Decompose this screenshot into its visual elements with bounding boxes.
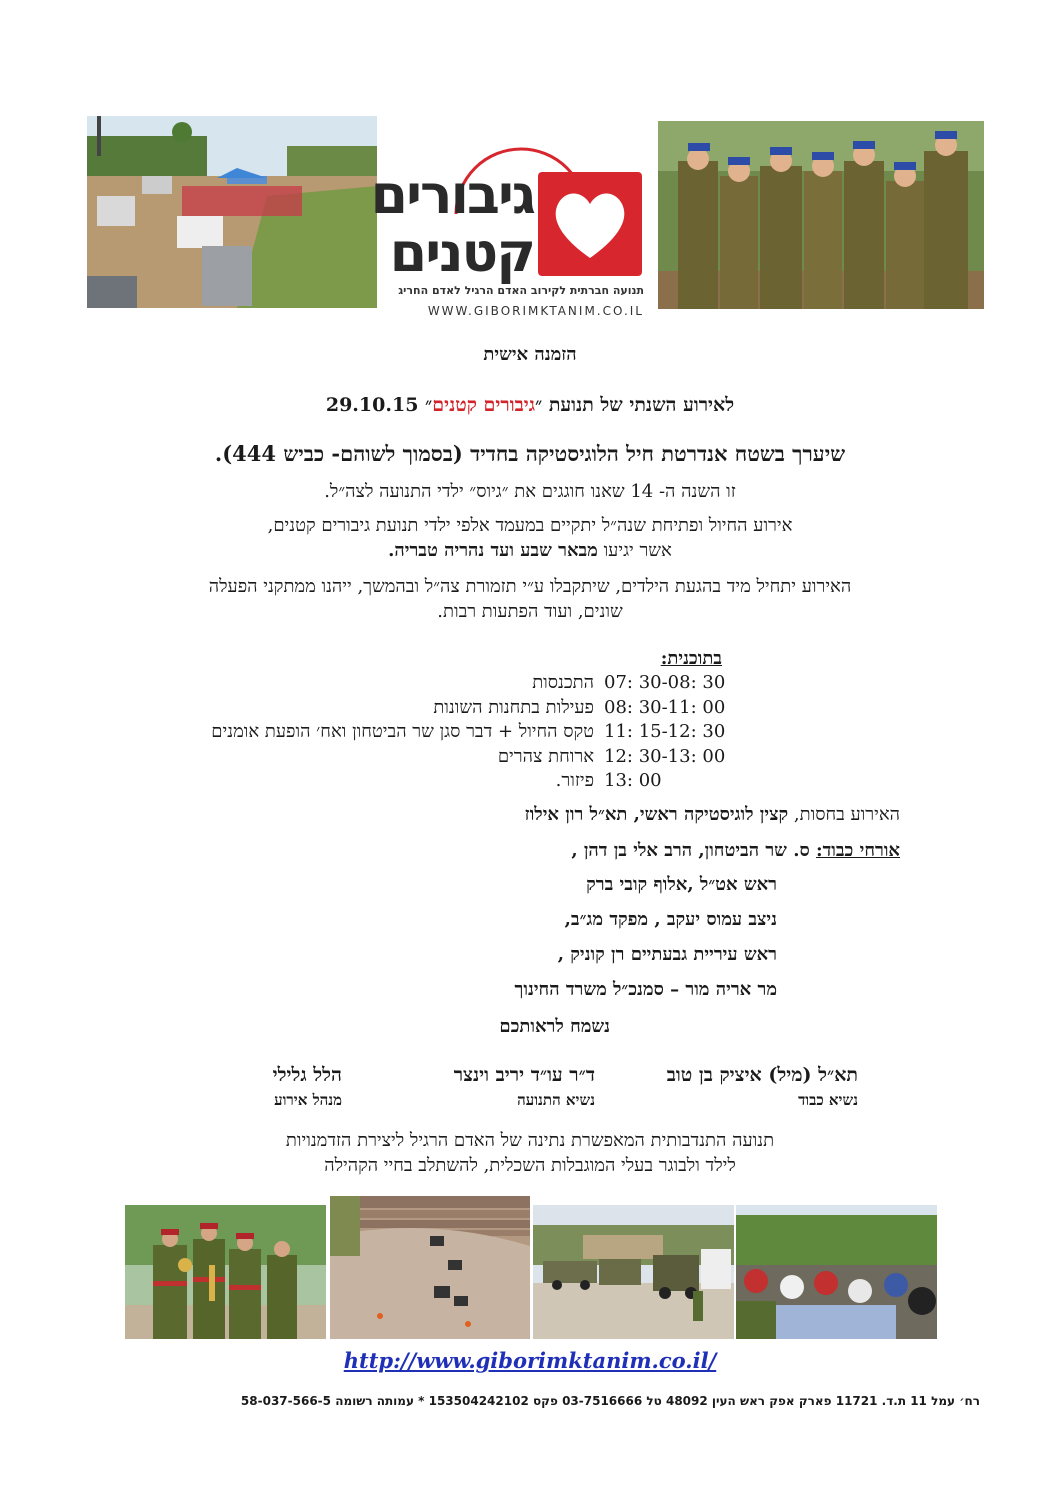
logo xyxy=(370,142,652,332)
signature-block xyxy=(667,1064,858,1110)
program-time: 13: 00 xyxy=(604,770,662,791)
photo-field-event xyxy=(87,116,377,308)
mission-line-2: לילד ולבוגר בעלי המוגבלות השכלית, להשתלב בחיי הקהילה xyxy=(324,1155,736,1176)
program-row xyxy=(22,745,726,771)
event-title-line xyxy=(60,394,1000,417)
logo-tagline: תנועה חברתית לקירוב האדם הרגיל לאדם החריג xyxy=(398,284,644,297)
program-title: בתוכנית: xyxy=(660,648,722,669)
closing-line: נשמח לראותכם xyxy=(499,1016,610,1037)
event-title-prefix: לאירוע השנתי של תנועת ״ xyxy=(534,394,735,416)
year-line: זו השנה ה- 14 שאנו חוגגים את ״גיוס״ ילדי התנועה לצה״ל. xyxy=(324,481,736,502)
logo-url: WWW.GIBORIMKTANIM.CO.IL xyxy=(427,304,644,318)
program-activity: פיזור. xyxy=(555,770,594,791)
signature-title: מנהל אירוע xyxy=(274,1091,342,1109)
patron-prefix: האירוע בחסות, xyxy=(788,804,900,825)
ceremony-line-1: אירוע החיול ופתיחת שנה״ל יתקיים במעמד אלפי ילדי תנועת גיבורים קטנים, xyxy=(267,515,793,536)
logo-word-giborim: גיבורים xyxy=(370,163,534,226)
guest-first: ס. שר הביטחון, הרב אלי בן דהן , xyxy=(571,840,816,861)
program-activity: טקס החיול + דבר סגן שר הביטחון ואח׳ הופעת אומנים xyxy=(211,721,594,742)
photo-military-band xyxy=(125,1205,326,1339)
signature-name: הלל גלילי xyxy=(272,1064,342,1086)
logo-word-ktanim: קטנים xyxy=(389,221,534,284)
guest-item: מר אריה מור – סמנכ״ל משרד החינוך xyxy=(514,979,777,1000)
website-link[interactable]: http://www.giborimktanim.co.il/ xyxy=(343,1348,717,1373)
event-brand-name: גיבורים קטנים xyxy=(432,394,535,416)
ceremony-line-2-cities: מבאר שבע ועד נהריה טבריה. xyxy=(388,540,598,561)
signature-name: ד״ר עו״ד יריב וינצר xyxy=(453,1064,595,1086)
start-line-2: שונים, ועוד הפתעות רבות. xyxy=(437,601,623,622)
photo-amphitheater-atvs xyxy=(330,1196,530,1339)
program-row xyxy=(22,672,726,697)
guests-label: אורחי כבוד: xyxy=(815,840,900,861)
guest-item: ראש עיריית גבעתיים רן קוניק , xyxy=(557,944,777,965)
guests-first-line xyxy=(571,840,900,861)
signature-block xyxy=(273,1064,342,1110)
footer-address: רח׳ עמל 11 ת.ד. 11721 פארק אפק ראש העין 48092 טל 03-7516666 פקס 153504242102 * עמותה רשומה 58-037-566-5 xyxy=(240,1394,980,1408)
heart-icon xyxy=(538,172,642,276)
program-activity: התכנסות xyxy=(532,672,594,693)
guest-item: ראש אט״ל ,אלוף קובי ברק xyxy=(586,874,777,895)
mission-line-1: תנועה התנדבותית המאפשרת נתינה של האדם הרגיל ליצירת הזדמנויות xyxy=(285,1130,775,1151)
program-time: 07: 30-08: 30 xyxy=(604,672,726,693)
start-line-1: האירוע יתחיל מיד בהגעת הילדים, שיתקבלו ע״י תזמורת צה״ל ובהמשך, ייהנו ממתקני הפעלה xyxy=(208,576,852,597)
photo-crowd-picnic xyxy=(736,1205,937,1339)
signature-title: נשיא התנועה xyxy=(517,1091,595,1109)
event-date: ״ 29.10.15 xyxy=(325,394,433,416)
event-location: שיערך בשטח אנדרטת חיל הלוגיסטיקה בחדיד (בסמוך לשוהם- כביש 444). xyxy=(214,441,846,466)
program-activity: ארוחת צהרים xyxy=(497,745,594,767)
invitation-title: הזמנה אישית xyxy=(483,344,577,365)
signature-block xyxy=(454,1064,595,1110)
patron-line xyxy=(525,804,900,825)
program-row xyxy=(22,696,726,722)
program-time: 11: 15-12: 30 xyxy=(604,721,726,742)
program-row xyxy=(22,770,722,795)
program-activity: פעילות בתחנות השונות xyxy=(433,696,594,718)
program-row xyxy=(22,721,726,746)
program-time: 08: 30-11: 00 xyxy=(604,696,726,718)
guest-item: ניצב עמוס יעקב , מפקד מג״ב, xyxy=(564,909,777,930)
program-time: 12: 30-13: 00 xyxy=(604,745,726,767)
photo-soldiers-saluting xyxy=(658,121,984,309)
ceremony-line-2 xyxy=(60,540,1000,561)
signature-title: נשיא כבוד xyxy=(798,1091,858,1109)
patron-name: קצין לוגיסטיקה ראשי, תא״ל רון אילוז xyxy=(524,804,789,825)
signature-name: תא״ל (מיל) איציק בן טוב xyxy=(666,1064,858,1086)
ceremony-line-2-prefix: אשר יגיעו xyxy=(597,540,672,561)
program-schedule xyxy=(22,648,726,795)
photo-military-vehicles xyxy=(533,1205,734,1339)
